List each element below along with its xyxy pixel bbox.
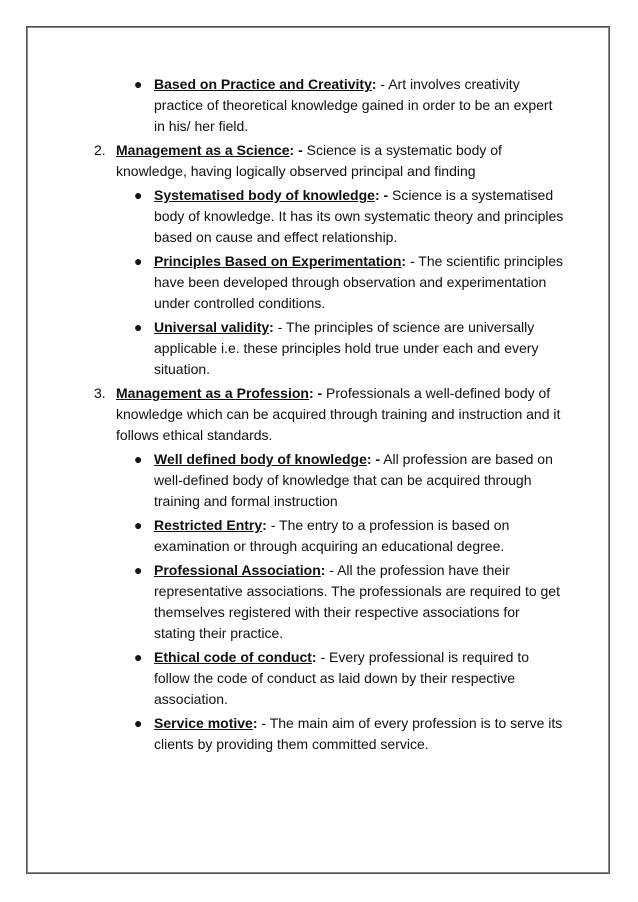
list-item [0,515,564,557]
bullet-icon: ● [134,649,143,665]
item-text: - Every professional is required to follow the code of conduct as laid down by their respective association. [154,649,530,707]
item-separator: : - [289,142,303,158]
list-item [0,185,564,248]
item-separator: : [320,562,326,578]
item-separator: : - [366,451,381,467]
item-separator: : [252,715,258,731]
item-separator: : [371,76,377,92]
bullet-icon: ● [134,562,143,578]
item-separator: : [401,253,407,269]
list-item [0,449,564,512]
item-heading: Universal validity [154,319,270,335]
item-heading: Management as a Science [116,142,290,158]
item-text: Science is a systematised body of knowledge. It has its own systematic theory and principles based on cause and effect relationship. [154,187,564,245]
item-heading: Systematised body of knowledge [154,187,375,203]
bullet-icon: ● [134,517,143,533]
list-item [0,647,564,710]
bullet-icon: ● [134,715,143,731]
list-item [0,560,564,644]
item-text: All profession are based on well-defined body of knowledge that can be acquired through training and formal instruction [154,451,553,509]
document-body [0,74,638,755]
item-text: - The principles of science are universally applicable i.e. these principles hold true under each and every situation. [154,319,539,377]
item-text: Professionals a well-defined body of knowledge which can be acquired through training and instruction and it follows ethical standards. [116,385,561,443]
item-separator: : [311,649,317,665]
item-heading: Service motive [154,715,253,731]
item-number: 2. [94,142,106,158]
item-heading: Professional Association [154,562,321,578]
item-heading: Restricted Entry [154,517,263,533]
numbered-item [0,383,566,446]
item-heading: Ethical code of conduct [154,649,312,665]
bullet-icon: ● [134,319,143,335]
bullet-icon: ● [134,187,143,203]
item-text: - The scientific principles have been developed through observation and experimentation under controlled conditions. [154,253,563,311]
list-item [0,713,564,755]
item-heading: Well defined body of knowledge [154,451,367,467]
bullet-icon: ● [134,451,143,467]
bullet-icon: ● [134,253,143,269]
bullet-icon: ● [134,76,143,92]
item-separator: : [269,319,274,335]
numbered-item [0,140,566,182]
item-text: - The entry to a profession is based on examination or through acquiring an educational degree. [154,517,510,554]
item-number: 3. [94,385,106,401]
item-heading: Management as a Profession [116,385,309,401]
list-item [0,251,564,314]
item-text: - Art involves creativity practice of theoretical knowledge gained in order to be an expert in his/ her field. [154,76,553,134]
item-heading: Based on Practice and Creativity [154,76,372,92]
item-text: Science is a systematic body of knowledge, having logically observed principal and finding [116,142,502,179]
list-item [0,74,564,137]
item-heading: Principles Based on Experimentation [154,253,402,269]
item-separator: : - [374,187,389,203]
item-separator: : - [308,385,323,401]
item-text: - All the profession have their representative associations. The professionals are required to get themselves registered with their respective associations for stating their practice. [154,562,560,641]
item-text: - The main aim of every profession is to serve its clients by providing them committed service. [154,715,563,752]
item-separator: : [262,517,267,533]
list-item [0,317,564,380]
